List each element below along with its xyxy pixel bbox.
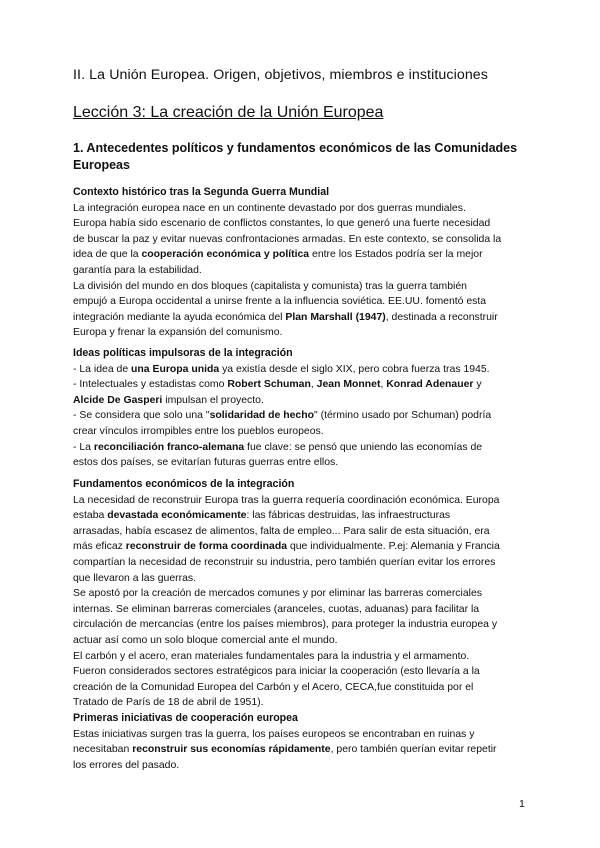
text-line xyxy=(73,727,533,743)
text-run: Europa y frenar la expansión del comunismo. xyxy=(73,327,283,339)
text-run: crear vínculos irrompibles entre los pueblos europeos. xyxy=(73,425,324,437)
text-line xyxy=(73,263,533,279)
text-run: Se apostó por la creación de mercados comunes y por eliminar las barreras comerciales xyxy=(73,588,482,600)
bold-term: solidaridad de hecho xyxy=(209,410,314,422)
text-line xyxy=(73,201,533,217)
text-run: La necesidad de reconstruir Europa tras la guerra requería coordinación económica. Europa xyxy=(73,494,500,506)
text-run: circulación de mercancías (entre los países miembros), para proteger la industria europea y xyxy=(73,619,498,631)
text-run: La división del mundo en dos bloques (capitalista y comunista) tras la guerra también xyxy=(73,280,467,292)
text-run: Fueron considerados sectores estratégicos para iniciar la cooperación (esto llevaría a la xyxy=(73,666,480,678)
text-run: estos dos países, se evitarían futuras guerras entre ellos. xyxy=(73,457,339,469)
text-run: - Intelectuales y estadistas como xyxy=(73,379,228,391)
text-line xyxy=(73,524,533,540)
text-run: : las fábricas destruidas, las infraestructuras xyxy=(246,510,451,522)
text-line xyxy=(73,539,533,555)
block-context xyxy=(73,185,533,341)
text-line xyxy=(73,680,533,696)
text-line xyxy=(73,247,533,263)
text-run: fue clave: se pensó que uniendo las economías de xyxy=(244,441,483,453)
text-run: impulsan el proyecto. xyxy=(162,394,264,406)
block-heading: Primeras iniciativas de cooperación europea xyxy=(73,712,298,724)
bold-term: Jean Monnet xyxy=(316,379,381,391)
text-run: actuar así como un solo bloque comercial ante el mundo. xyxy=(73,634,338,646)
text-line xyxy=(73,695,533,711)
text-run: arrasadas, había escasez de alimentos, falta de empleo... Para salir de esta situación, era xyxy=(73,525,490,537)
text-run: - La idea de xyxy=(73,363,132,375)
text-line xyxy=(73,393,533,409)
block-heading: Fundamentos económicos de la integración xyxy=(73,478,295,490)
text-run: Estas iniciativas surgen tras la guerra, los países europeos se encontraban en ruinas y xyxy=(73,728,475,740)
section-heading xyxy=(73,140,533,174)
text-run: El carbón y el acero, eran materiales fundamentales para la industria y el armamento. xyxy=(73,650,470,662)
block-body xyxy=(73,201,533,341)
block-body xyxy=(73,727,533,774)
bold-term: cooperación económica y política xyxy=(141,249,310,261)
text-run: Europa había sido escenario de conflictos constantes, lo que generó una fuerte necesidad xyxy=(73,218,491,230)
bold-term: Alcide De Gasperi xyxy=(73,394,163,406)
bold-term: devastada económicamente xyxy=(107,510,247,522)
chapter-title: II. La Unión Europea. Origen, objetivos, miembros e instituciones xyxy=(73,67,488,83)
text-line xyxy=(73,555,533,571)
bold-term: reconciliación franco-alemana xyxy=(93,441,245,453)
block-body xyxy=(73,362,533,471)
text-line xyxy=(73,602,533,618)
text-run: entre los Estados podría ser la mejor xyxy=(309,249,483,261)
text-run: , destinada a reconstruir xyxy=(385,311,498,323)
block-heading: Contexto histórico tras la Segunda Guerra Mundial xyxy=(73,186,330,198)
text-line xyxy=(73,216,533,232)
text-line xyxy=(73,325,533,341)
text-run: internas. Se eliminan barreras comerciales (aranceles, cuotas, aduanas) para facilitar la xyxy=(73,603,480,615)
text-line xyxy=(73,408,533,424)
text-line xyxy=(73,571,533,587)
text-line xyxy=(73,742,533,758)
text-run: y xyxy=(473,379,482,391)
text-line xyxy=(73,617,533,633)
text-line xyxy=(73,758,533,774)
text-run: necesitaban xyxy=(73,744,133,756)
text-run: idea de que la xyxy=(73,249,142,261)
text-line xyxy=(73,493,533,509)
section-heading-line: Europeas xyxy=(73,158,130,172)
text-run: ya existía desde el siglo XIX, pero cobra fuerza tras 1945. xyxy=(219,363,490,375)
text-run: garantía para la estabilidad. xyxy=(73,264,202,276)
bold-term: Konrad Adenauer xyxy=(386,379,474,391)
section-heading-line: 1. Antecedentes políticos y fundamentos económicos de las Comunidades xyxy=(73,141,518,155)
page-number: 1 xyxy=(519,798,525,810)
text-line xyxy=(73,586,533,602)
text-line xyxy=(73,440,533,456)
bold-term: reconstruir sus economías rápidamente xyxy=(132,744,331,756)
text-run: estaba xyxy=(73,510,108,522)
bold-term: Plan Marshall (1947) xyxy=(285,311,386,323)
text-run: Tratado de París de 18 de abril de 1951). xyxy=(73,697,264,709)
bold-term: Robert Schuman xyxy=(227,379,311,391)
text-run: , xyxy=(310,379,317,391)
text-line xyxy=(73,294,533,310)
text-line xyxy=(73,377,533,393)
block-first-initiatives xyxy=(73,711,533,773)
text-line xyxy=(73,310,533,326)
text-run: La integración europea nace en un continente devastado por dos guerras mundiales. xyxy=(73,202,466,214)
text-run: de buscar la paz y evitar nuevas confrontaciones armadas. En este contexto, se consolida la xyxy=(73,233,502,245)
block-economic-foundations xyxy=(73,477,533,711)
text-run: , pero también querían evitar repetir xyxy=(330,744,497,756)
bold-term: una Europa unida xyxy=(131,363,220,375)
block-body xyxy=(73,493,533,711)
text-run: compartían la necesidad de reconstruir su industria, pero también querían evitar los errores xyxy=(73,556,496,568)
text-run: integración mediante la ayuda económica del xyxy=(73,311,286,323)
block-heading: Ideas políticas impulsoras de la integración xyxy=(73,347,293,359)
text-run: " (término usado por Schuman) podría xyxy=(314,410,492,422)
text-run: - Se considera que solo una " xyxy=(73,410,210,422)
text-line xyxy=(73,633,533,649)
text-line xyxy=(73,664,533,680)
text-run: más eficaz xyxy=(73,541,126,553)
text-line xyxy=(73,455,533,471)
block-political-ideas xyxy=(73,346,533,471)
text-run: los errores del pasado. xyxy=(73,759,180,771)
text-line xyxy=(73,508,533,524)
bold-term: reconstruir de forma coordinada xyxy=(125,541,288,553)
text-line xyxy=(73,649,533,665)
text-run: que individualmente. P.ej: Alemania y Francia xyxy=(287,541,500,553)
text-run: que llevaron a las guerras. xyxy=(73,572,197,584)
text-run: - La xyxy=(73,441,94,453)
text-line xyxy=(73,279,533,295)
text-run: empujó a Europa occidental a unirse frente a la influencia soviética. EE.UU. fomentó esta xyxy=(73,296,487,308)
lesson-title: Lección 3: La creación de la Unión Europea xyxy=(73,104,384,121)
text-run: , xyxy=(380,379,387,391)
text-line xyxy=(73,232,533,248)
text-run: creación de la Comunidad Europea del Carbón y el Acero, CECA,fue constituida por el xyxy=(73,681,474,693)
text-line xyxy=(73,362,533,378)
text-line xyxy=(73,424,533,440)
